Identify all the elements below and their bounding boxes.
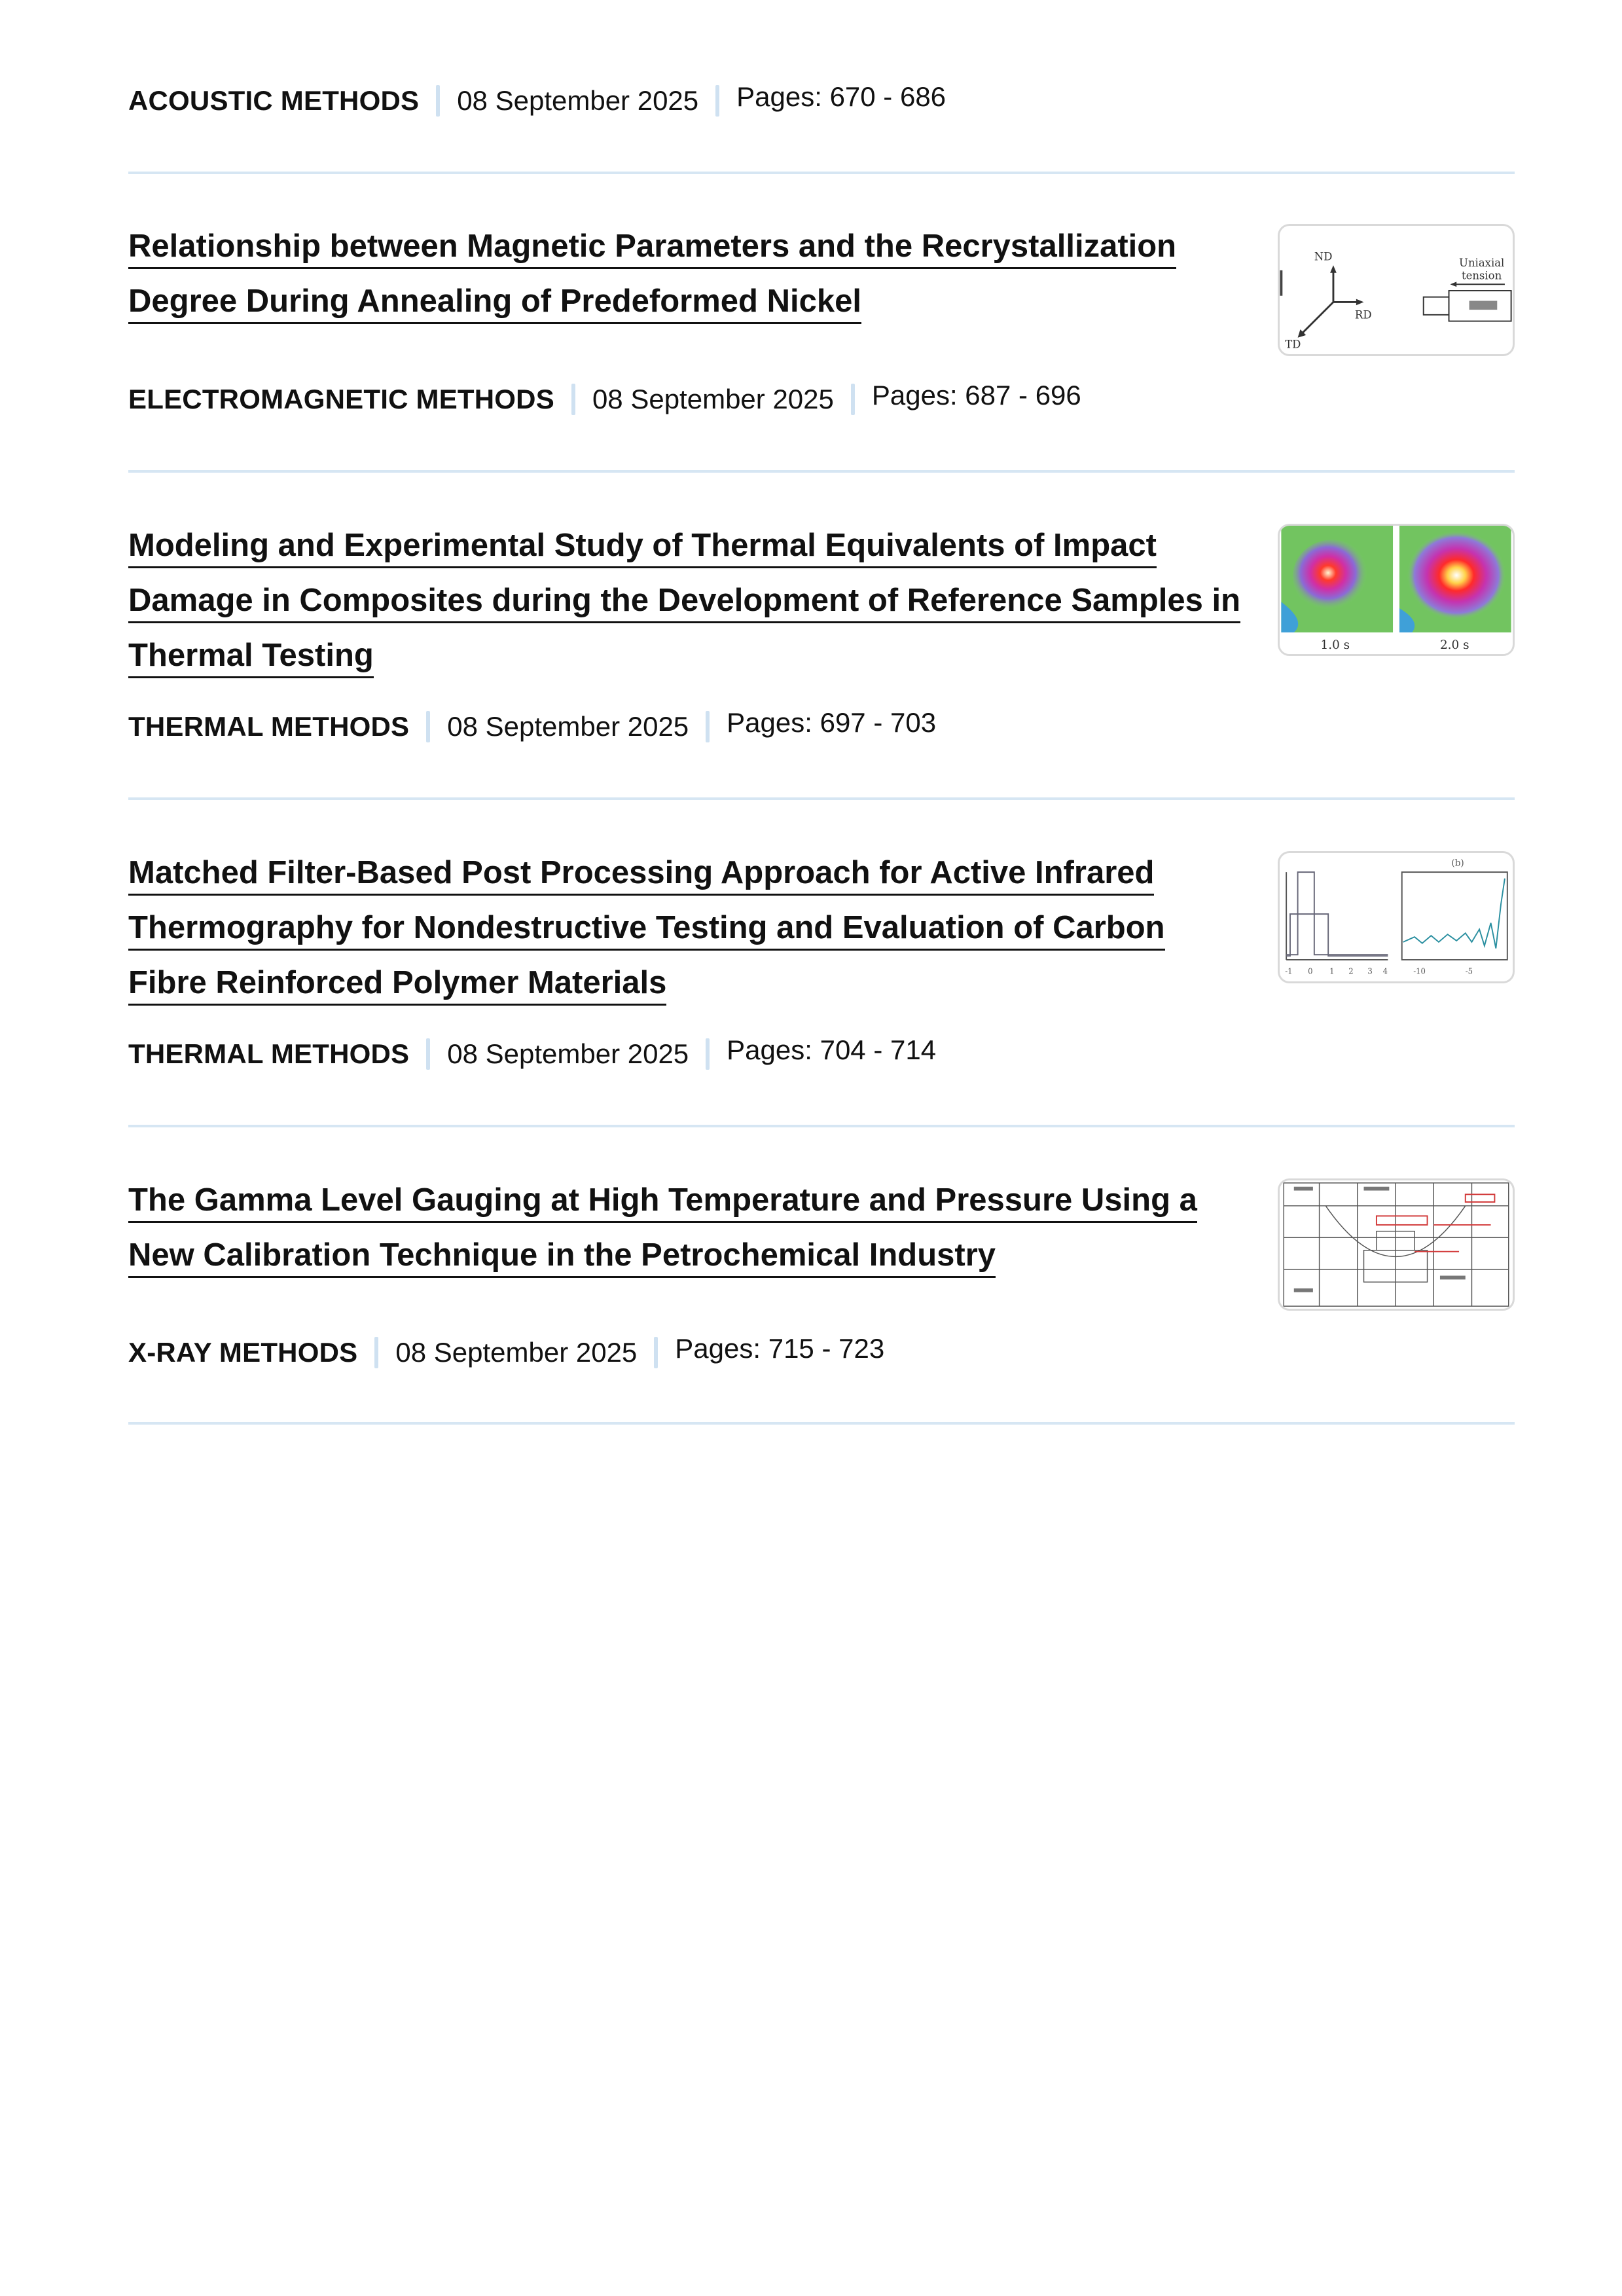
article-category[interactable]: ACOUSTIC METHODS — [128, 85, 420, 116]
article-thumbnail[interactable] — [1278, 851, 1515, 983]
thumbnail-label: ND — [1314, 250, 1333, 263]
thumbnail-label: -10 — [1413, 966, 1426, 976]
article-title-line[interactable]: Relationship between Magnetic Parameters and the Recrystallization — [128, 227, 1176, 269]
article-title-line[interactable]: Matched Filter-Based Post Processing Approach for Active Infrared — [128, 853, 1154, 896]
article-divider — [128, 470, 1515, 473]
meta-separator — [436, 85, 440, 117]
article-date: 08 September 2025 — [447, 1038, 689, 1069]
article-category[interactable]: THERMAL METHODS — [128, 711, 410, 742]
article-date: 08 September 2025 — [592, 384, 834, 414]
thumbnail-axes-diagram — [1280, 226, 1513, 354]
meta-separator — [706, 711, 710, 742]
article-title-line[interactable]: Damage in Composites during the Development of Reference Samples in — [128, 581, 1240, 623]
thumbnail-label: TD — [1285, 338, 1301, 351]
thumbnail-label: -5 — [1465, 966, 1473, 976]
article-divider — [128, 172, 1515, 174]
article-category[interactable]: X-RAY METHODS — [128, 1337, 358, 1368]
article-pages: Pages: 704 - 714 — [727, 1034, 937, 1065]
article-thumbnail[interactable] — [1278, 224, 1515, 356]
article-title[interactable] — [128, 1175, 1280, 1285]
article-pages: Pages: 697 - 703 — [727, 707, 937, 738]
thumbnail-label: tension — [1461, 269, 1502, 282]
article-meta — [128, 380, 1081, 419]
article-title-line[interactable]: Thermography for Nondestructive Testing and Evaluation of Carbon — [128, 908, 1165, 951]
article-date: 08 September 2025 — [395, 1337, 638, 1368]
article-title-line[interactable]: Degree During Annealing of Predeformed Nickel — [128, 282, 861, 324]
meta-separator — [654, 1337, 658, 1368]
thumbnail-label: 1 — [1329, 966, 1335, 976]
article-thumbnail[interactable] — [1278, 1178, 1515, 1311]
thumbnail-signal-plots — [1280, 853, 1513, 981]
article-title-line[interactable]: Modeling and Experimental Study of Thermal Equivalents of Impact — [128, 526, 1157, 568]
article-title-line[interactable]: The Gamma Level Gauging at High Temperature and Pressure Using a — [128, 1180, 1197, 1223]
article-pages: Pages: 715 - 723 — [675, 1333, 885, 1364]
article-divider — [128, 1422, 1515, 1425]
meta-separator — [426, 1038, 430, 1070]
article-meta — [128, 1333, 884, 1372]
article-thumbnail[interactable] — [1278, 524, 1515, 656]
thumbnail-label: 0 — [1308, 966, 1313, 976]
article-pages: Pages: 670 - 686 — [736, 81, 946, 112]
meta-separator — [715, 85, 719, 117]
article-meta — [128, 1034, 936, 1074]
thumbnail-label: (b) — [1451, 858, 1464, 869]
meta-separator — [374, 1337, 378, 1368]
article-meta — [128, 81, 946, 120]
article-title-line[interactable]: Fibre Reinforced Polymer Materials — [128, 963, 666, 1006]
article-date: 08 September 2025 — [447, 711, 689, 742]
thumbnail-label: RD — [1354, 308, 1372, 321]
article-title[interactable] — [128, 520, 1280, 685]
thumbnail-label: Uniaxial — [1459, 257, 1505, 270]
meta-separator — [851, 384, 855, 415]
thumbnail-thermal-images — [1280, 526, 1513, 654]
article-title[interactable] — [128, 848, 1280, 1013]
thumbnail-engineering-drawing — [1280, 1180, 1513, 1309]
article-meta — [128, 707, 936, 746]
meta-separator — [426, 711, 430, 742]
article-divider — [128, 797, 1515, 800]
article-divider — [128, 1125, 1515, 1127]
article-title-line[interactable]: New Calibration Technique in the Petrochemical Industry — [128, 1235, 996, 1278]
article-title[interactable] — [128, 221, 1280, 331]
article-category[interactable]: THERMAL METHODS — [128, 1038, 410, 1069]
article-category[interactable]: ELECTROMAGNETIC METHODS — [128, 384, 554, 414]
thumbnail-label: -1 — [1285, 966, 1293, 976]
thumbnail-label: 1.0 s — [1320, 638, 1350, 653]
article-date: 08 September 2025 — [457, 85, 699, 116]
meta-separator — [706, 1038, 710, 1070]
thumbnail-label: 4 — [1382, 966, 1388, 976]
meta-separator — [571, 384, 575, 415]
thumbnail-label: 2.0 s — [1439, 638, 1469, 653]
thumbnail-label: 3 — [1367, 966, 1373, 976]
article-title-line[interactable]: Thermal Testing — [128, 636, 374, 678]
article-pages: Pages: 687 - 696 — [871, 380, 1081, 410]
thumbnail-label: 2 — [1348, 966, 1354, 976]
